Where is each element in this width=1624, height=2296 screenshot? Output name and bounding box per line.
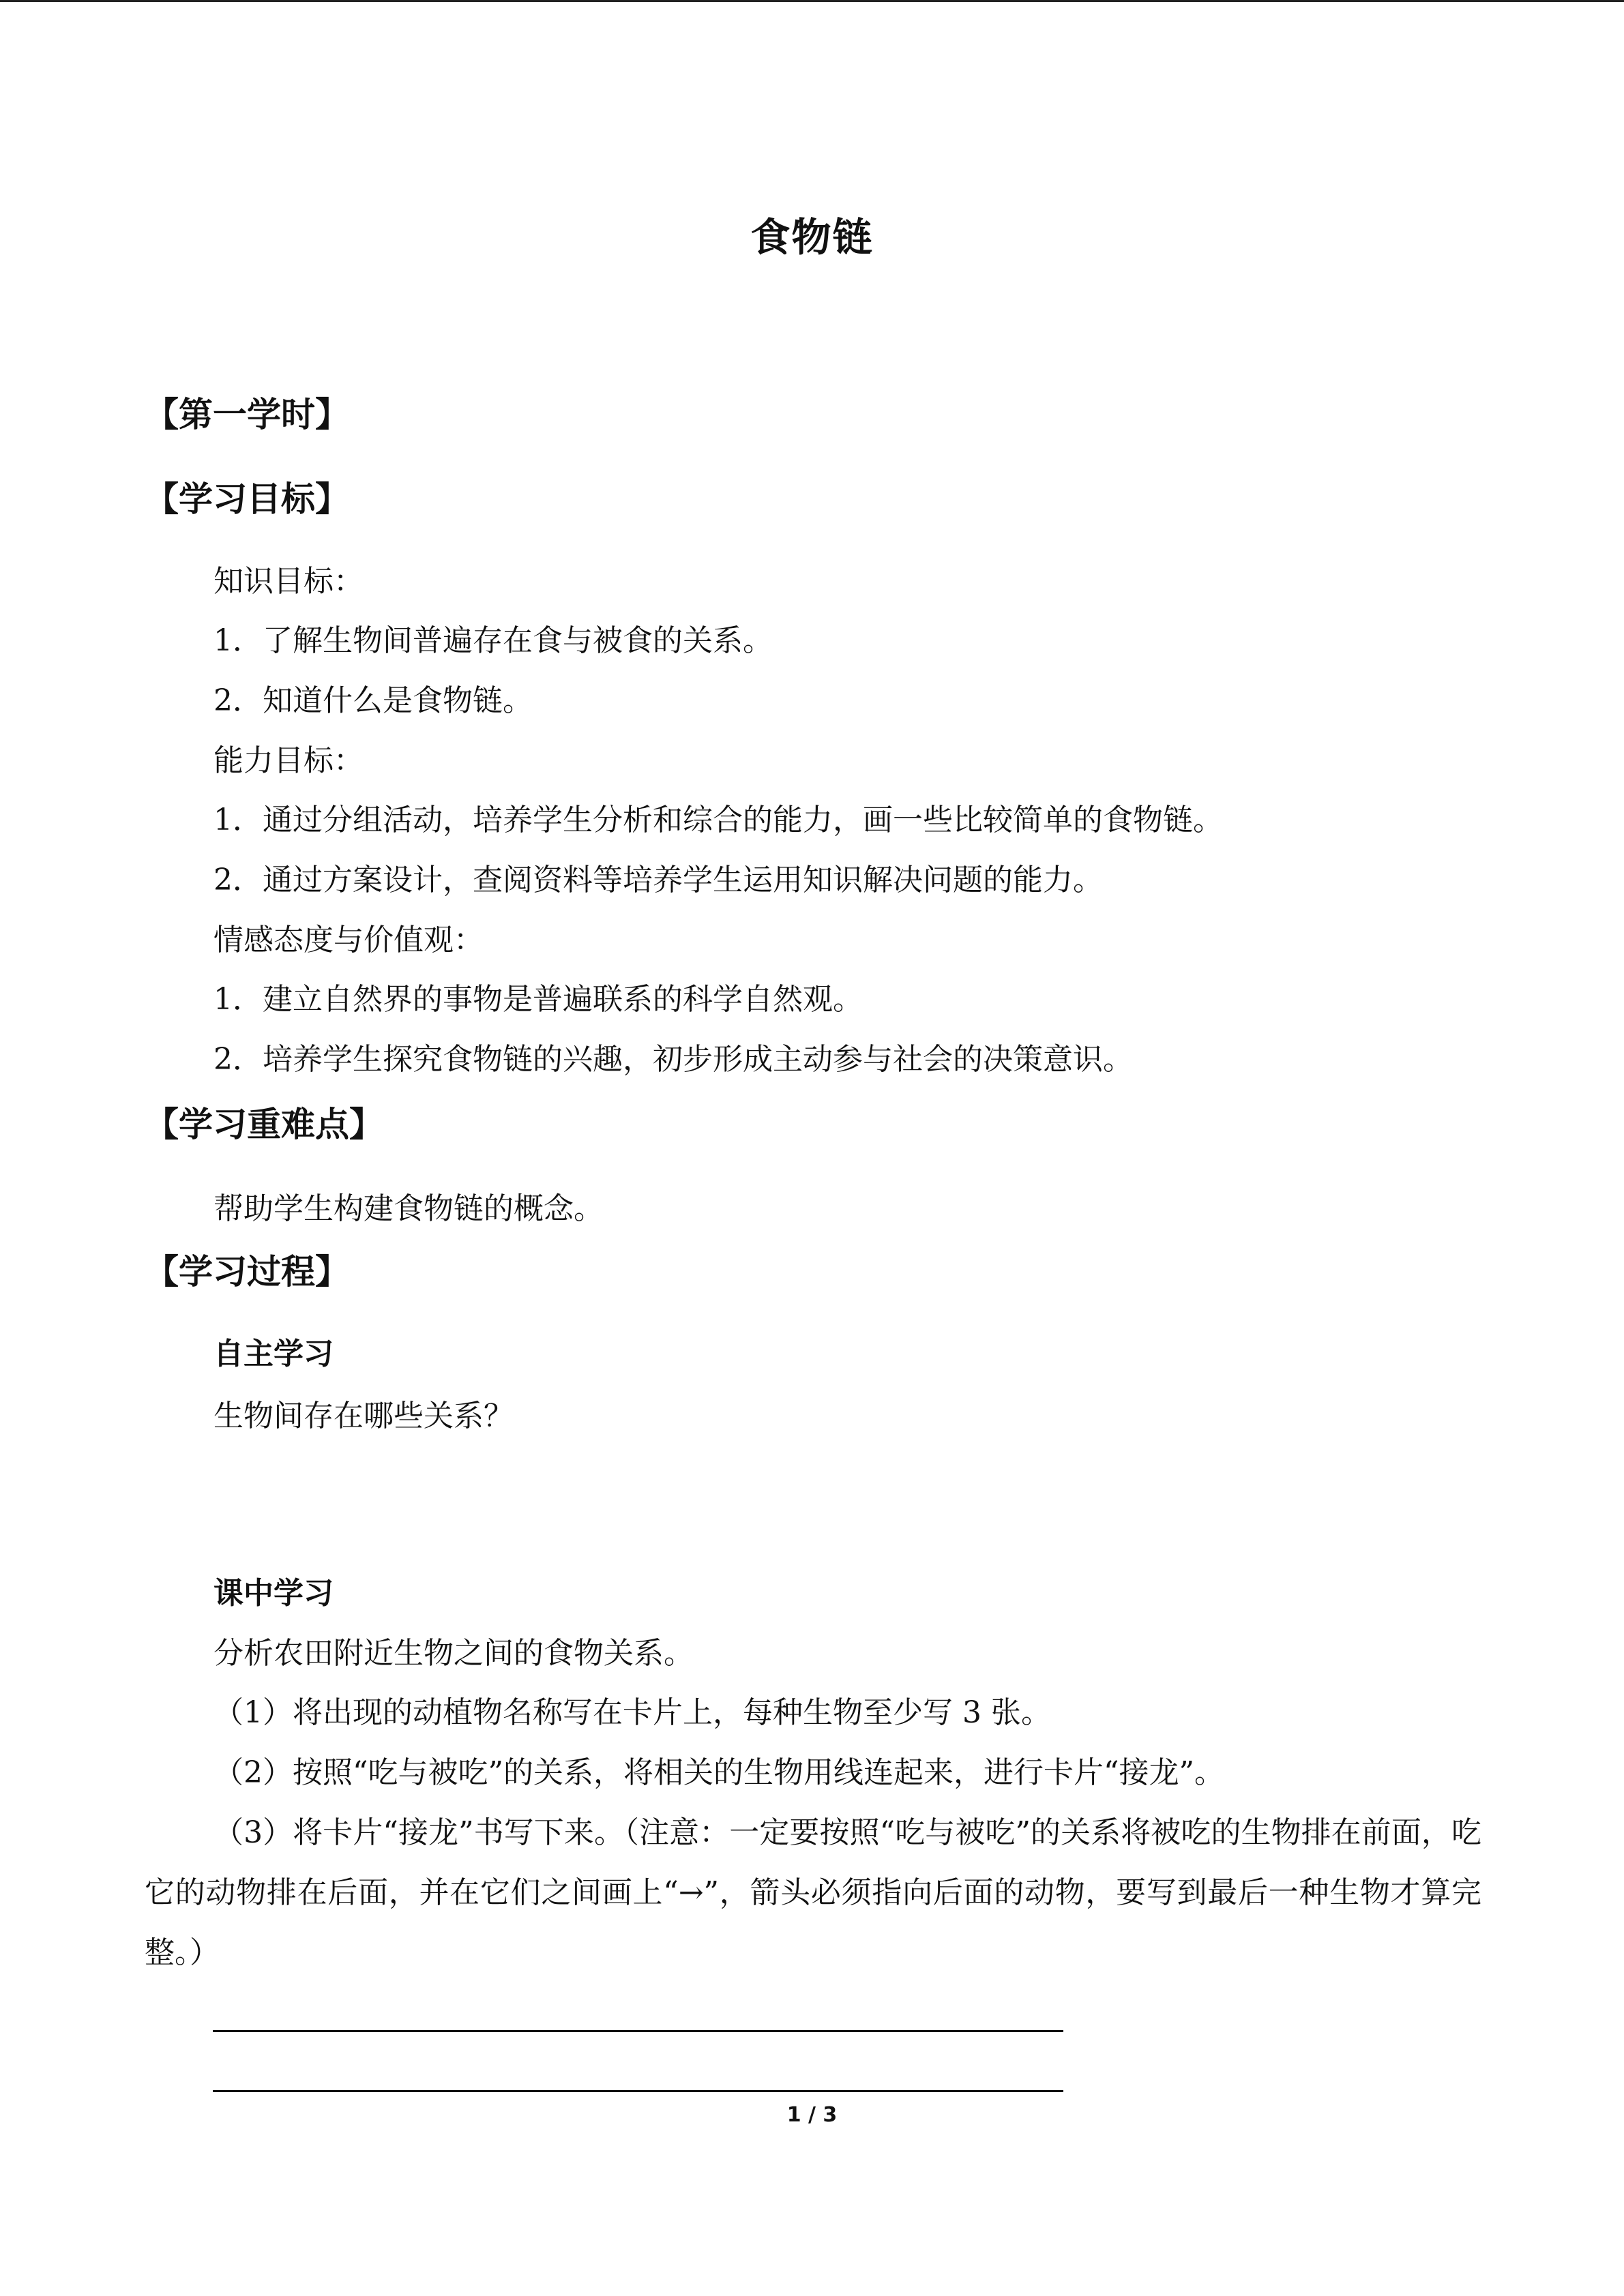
attitude-objective-item: 2．培养学生探究食物链的兴趣，初步形成主动参与社会的决策意识。 [213, 1042, 1133, 1077]
document-title: 食物链 [750, 214, 874, 260]
ability-objective-item: 2．通过方案设计，查阅资料等培养学生运用知识解决问题的能力。 [213, 863, 1103, 897]
section-heading-period: 【第一学时】 [145, 395, 349, 434]
self-study-question: 生物间存在哪些关系？ [213, 1399, 514, 1433]
knowledge-objective-item: 1．了解生物间普遍存在食与被食的关系。 [213, 623, 773, 658]
section-heading-objectives: 【学习目标】 [145, 479, 349, 519]
section-heading-keypoints: 【学习重难点】 [145, 1105, 383, 1144]
ability-objective-item: 1．通过分组活动，培养学生分析和综合的能力，画一些比较简单的食物链。 [213, 803, 1223, 837]
self-study-label: 自主学习 [213, 1337, 334, 1371]
attitude-objectives-label: 情感态度与价值观： [213, 923, 484, 957]
class-study-step: （2）按照“吃与被吃”的关系，将相关的生物用线连起来，进行卡片“接龙”。 [213, 1755, 1224, 1790]
class-study-step-3: （3）将卡片“接龙”书写下来。（注意：一定要按照“吃与被吃”的关系将被吃的生物排在前面，吃它的动物排在后面，并在它们之间画上“→”，箭头必须指向后面的动物，要写到最后一种生物才算完整。） [145, 1815, 1481, 1970]
class-study-intro: 分析农田附近生物之间的食物关系。 [213, 1636, 694, 1671]
class-study-step: （1）将出现的动植物名称写在卡片上，每种生物至少写 3 张。 [213, 1695, 1051, 1730]
knowledge-objective-item: 2．知道什么是食物链。 [213, 683, 533, 718]
attitude-objective-item: 1．建立自然界的事物是普遍联系的科学自然观。 [213, 982, 863, 1017]
section-heading-process: 【学习过程】 [145, 1252, 349, 1292]
top-border [0, 0, 1624, 2]
answer-blank-line[interactable] [213, 2090, 1063, 2092]
answer-blank-line[interactable] [213, 2030, 1063, 2032]
class-study-label: 课中学习 [213, 1576, 334, 1611]
keypoints-text: 帮助学生构建食物链的概念。 [213, 1191, 604, 1226]
knowledge-objectives-label: 知识目标： [213, 564, 364, 599]
page-number: 1 / 3 [786, 2103, 838, 2127]
ability-objectives-label: 能力目标： [213, 743, 364, 778]
